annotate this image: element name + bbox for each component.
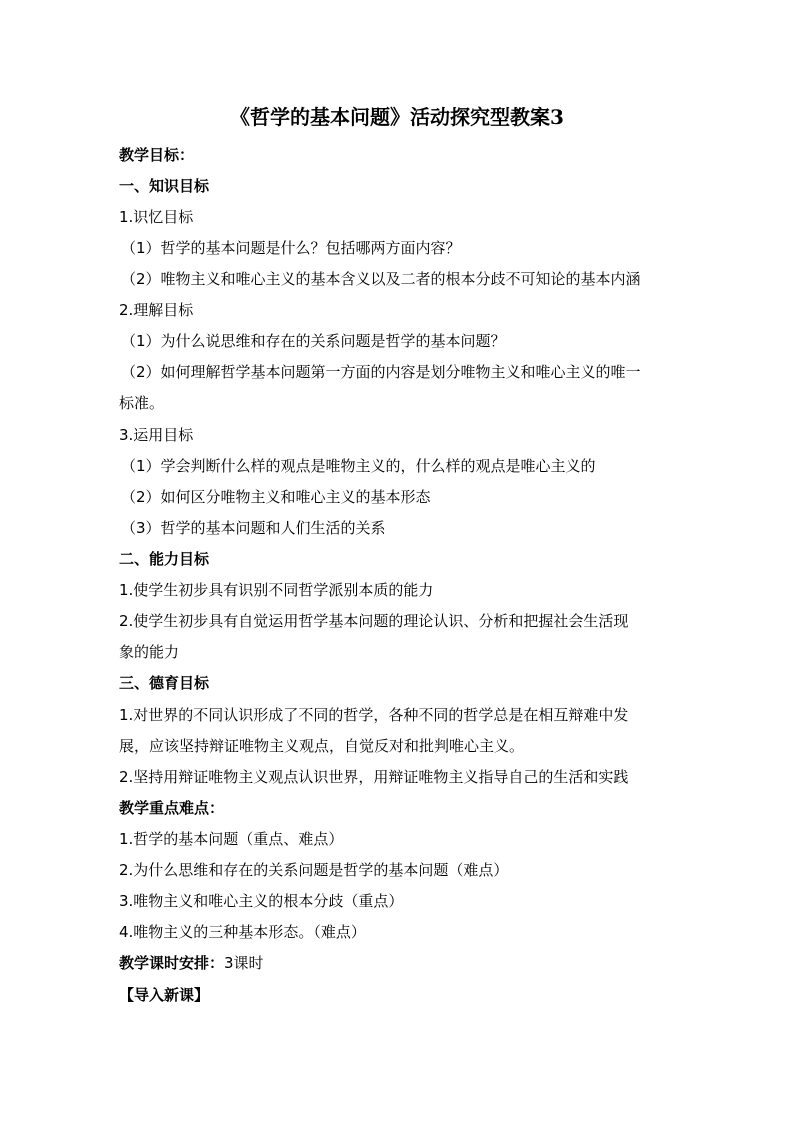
heading-knowledge-objectives: 一、知识目标	[119, 177, 210, 195]
list-item-continuation: 象的能力	[119, 643, 180, 661]
heading-moral-objectives: 三、德育目标	[119, 674, 210, 692]
heading-teaching-objectives: 教学目标：	[119, 146, 195, 164]
list-item: （3）哲学的基本问题和人们生活的关系	[121, 519, 386, 537]
class-hours-value: 3课时	[224, 954, 264, 972]
section-intro-new-lesson: 【导入新课】	[119, 986, 210, 1004]
class-hours-line	[119, 953, 679, 973]
list-item: （2）如何理解哲学基本问题第一方面的内容是划分唯物主义和唯心主义的唯一	[121, 363, 641, 381]
list-item: （1）学会判断什么样的观点是唯物主义的，什么样的观点是唯心主义的	[121, 457, 596, 475]
list-item-continuation: 标准。	[119, 394, 165, 412]
document-title: 《哲学的基本问题》活动探究型教案3	[230, 105, 564, 129]
list-item: 3.唯物主义和唯心主义的根本分歧（重点）	[119, 892, 404, 910]
heading-ability-objectives: 二、能力目标	[119, 550, 210, 568]
list-item: 1.哲学的基本问题（重点、难点）	[119, 830, 344, 848]
subheading-memory-objectives: 1.识忆目标	[119, 208, 194, 226]
list-item: （2）唯物主义和唯心主义的基本含义以及二者的根本分歧不可知论的基本内涵	[121, 270, 641, 288]
class-hours-label: 教学课时安排：	[119, 954, 225, 972]
list-item: 1.对世界的不同认识形成了不同的哲学，各种不同的哲学总是在相互辩难中发	[119, 706, 629, 724]
list-item: 2.为什么思维和存在的关系问题是哲学的基本问题（难点）	[119, 861, 509, 879]
subheading-understanding-objectives: 2.理解目标	[119, 301, 194, 319]
list-item: 1.使学生初步具有识别不同哲学派别本质的能力	[119, 581, 434, 599]
list-item: 4.唯物主义的三种基本形态。（难点）	[119, 923, 366, 941]
list-item: 2.使学生初步具有自觉运用哲学基本问题的理论认识、分析和把握社会生活现	[119, 612, 629, 630]
heading-key-difficulties: 教学重点难点：	[119, 799, 225, 817]
list-item: 2.坚持用辩证唯物主义观点认识世界，用辩证唯物主义指导自己的生活和实践	[119, 768, 629, 786]
list-item: （1）哲学的基本问题是什么？包括哪两方面内容？	[121, 239, 461, 257]
list-item: （2）如何区分唯物主义和唯心主义的基本形态	[121, 488, 431, 506]
list-item: （1）为什么说思维和存在的关系问题是哲学的基本问题？	[121, 332, 506, 350]
list-item-continuation: 展，应该坚持辩证唯物主义观点，自觉反对和批判唯心主义。	[119, 737, 525, 755]
subheading-application-objectives: 3.运用目标	[119, 426, 194, 444]
